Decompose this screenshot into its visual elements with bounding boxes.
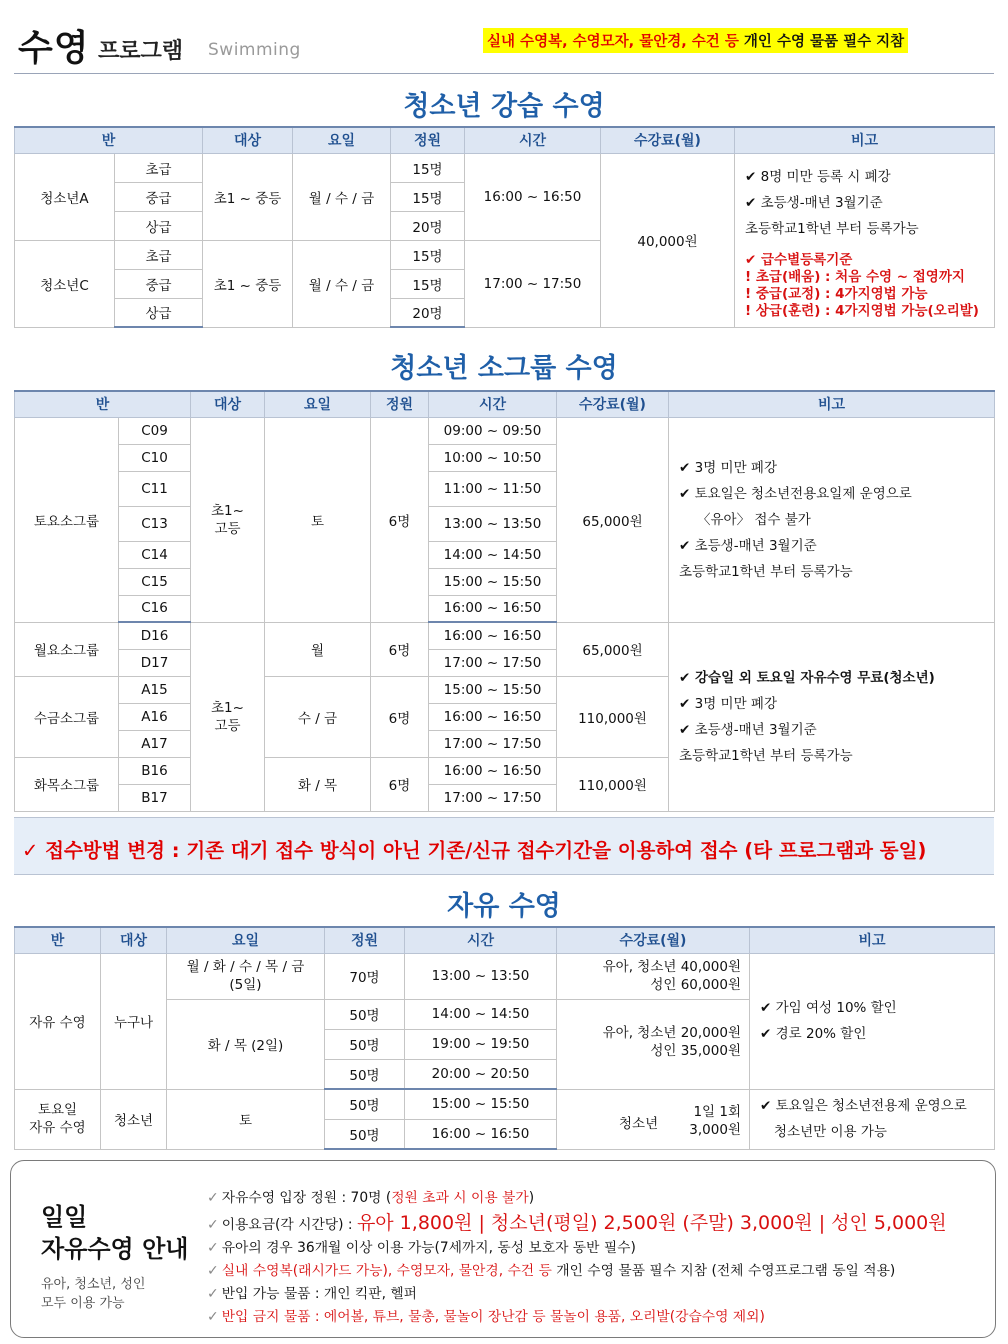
item-text-red: 실내 수영복(래시가드 가능), 수영모자, 물안경, 수건 등	[221, 1263, 552, 1279]
time: 16:00 ~ 16:50	[429, 622, 557, 649]
note-line: 〈유아〉 접수 불가	[697, 511, 811, 528]
capacity: 20명	[391, 211, 465, 240]
column-header: 대상	[191, 391, 265, 417]
fee-label: 청소년	[619, 1115, 659, 1132]
fee: 유아, 청소년 40,000원 성인 60,000원	[557, 953, 750, 999]
free-section-title: 자유 수영	[447, 891, 561, 922]
fee: 유아, 청소년 20,000원 성인 35,000원	[557, 999, 750, 1089]
time: 17:00 ~ 17:50	[429, 730, 557, 757]
column-header: 요일	[167, 927, 325, 953]
class-name: 토요일 자유 수영	[15, 1089, 101, 1149]
item-text-red: 정원 초과 시 이용 불가	[391, 1190, 529, 1206]
days: 화 / 목 (2일)	[167, 999, 325, 1089]
note-line: ✔ 초등생-매년 3월기준	[679, 537, 817, 554]
capacity: 70명	[325, 953, 405, 999]
page-title: 수영	[18, 28, 90, 69]
free-swim-table	[14, 926, 995, 1150]
fee: 65,000원	[557, 622, 669, 676]
time: 15:00 ~ 15:50	[429, 676, 557, 703]
time: 16:00 ~ 16:50	[465, 153, 601, 240]
column-header: 시간	[405, 927, 557, 953]
class-code: B16	[119, 757, 191, 784]
capacity: 6명	[371, 417, 429, 622]
time: 09:00 ~ 09:50	[429, 417, 557, 444]
column-header: 비고	[750, 927, 995, 953]
note-line: ✔ 토요일은 청소년전용제 운영으로	[760, 1098, 967, 1114]
check-icon: ✓	[207, 1217, 219, 1233]
level: 상급	[115, 211, 203, 240]
small-group-table	[14, 390, 995, 812]
target: 청소년	[101, 1089, 167, 1149]
time: 16:00 ~ 16:50	[429, 757, 557, 784]
target: 초1~ 고등	[191, 417, 265, 622]
check-icon: ✓	[207, 1309, 219, 1325]
time: 15:00 ~ 15:50	[405, 1089, 557, 1119]
column-header: 반	[15, 127, 203, 153]
class-code: C10	[119, 444, 191, 471]
target: 초1~ 고등	[191, 622, 265, 811]
item-text: 이용요금(각 시간당) :	[221, 1217, 357, 1233]
fee-value: 1일 1회 3,000원	[689, 1103, 741, 1138]
header-notice-black: 개인 수영 물품 필수 지참	[738, 34, 905, 50]
notes-cell	[750, 1089, 995, 1149]
note-line: ✔ 3명 미만 폐강	[679, 695, 777, 712]
capacity: 20명	[391, 298, 465, 327]
note-line: ✔ 경로 20% 할인	[760, 1026, 867, 1042]
time: 10:00 ~ 10:50	[429, 444, 557, 471]
capacity: 15명	[391, 269, 465, 298]
column-header: 비고	[669, 391, 995, 417]
note-line: 청소년만 이용 가능	[774, 1124, 887, 1140]
daily-info-item	[207, 1283, 993, 1306]
note-line: 초등학교1학년 부터 등록가능	[679, 563, 853, 580]
column-header: 반	[15, 391, 191, 417]
days: 토	[167, 1089, 325, 1149]
capacity: 50명	[325, 999, 405, 1029]
check-icon: ✓	[207, 1286, 219, 1302]
page-header	[14, 14, 994, 74]
target: 초1 ~ 중등	[203, 240, 293, 327]
note-line-red: ! 중급(교정) : 4가지영법 가능	[745, 286, 928, 302]
class-code: C15	[119, 568, 191, 595]
column-header: 대상	[203, 127, 293, 153]
column-header: 수강료(월)	[557, 927, 750, 953]
item-text-red: 유아 1,800원 | 청소년(평일) 2,500원 (주말) 3,000원 | 성인 5,000원	[356, 1212, 947, 1234]
time: 17:00 ~ 17:50	[429, 649, 557, 676]
daily-title-line1: 일일	[41, 1203, 88, 1231]
header-notice	[483, 28, 908, 53]
time: 17:00 ~ 17:50	[465, 240, 601, 327]
class-code: A15	[119, 676, 191, 703]
days: 토	[265, 417, 371, 622]
time: 14:00 ~ 14:50	[429, 541, 557, 568]
level-criteria	[745, 252, 992, 320]
notes-cell	[750, 953, 995, 1089]
fee: 110,000원	[557, 676, 669, 757]
item-text: )	[528, 1190, 535, 1206]
group-name: 토요소그룹	[15, 417, 119, 622]
column-header: 수강료(월)	[601, 127, 735, 153]
note-line: ✔ 토요일은 청소년전용요일제 운영으로	[679, 485, 912, 502]
class-name: 청소년A	[15, 153, 115, 240]
time: 15:00 ~ 15:50	[429, 568, 557, 595]
capacity: 15명	[391, 240, 465, 269]
class-name: 청소년C	[15, 240, 115, 327]
time: 14:00 ~ 14:50	[405, 999, 557, 1029]
column-header: 수강료(월)	[557, 391, 669, 417]
days: 월 / 수 / 금	[293, 153, 391, 240]
time: 20:00 ~ 20:50	[405, 1059, 557, 1089]
fee: 65,000원	[557, 417, 669, 622]
fee	[557, 1089, 750, 1149]
days: 수 / 금	[265, 676, 371, 757]
note-line: ✔ 강습일 외 토요일 자유수영 무료(청소년)	[679, 669, 935, 686]
capacity: 50명	[325, 1089, 405, 1119]
note-line: ✔ 초등생-매년 3월기준	[679, 721, 817, 738]
level: 중급	[115, 182, 203, 211]
column-header: 정원	[371, 391, 429, 417]
capacity: 15명	[391, 153, 465, 182]
registration-change-banner	[14, 817, 994, 875]
page-english-title: Swimming	[208, 40, 301, 60]
column-header: 시간	[429, 391, 557, 417]
daily-subtitle: 유아, 청소년, 성인 모두 이용 가능	[41, 1277, 146, 1311]
item-text-red: 반입 금지 물품 : 에어볼, 튜브, 물총, 물놀이 장난감 등 물놀이 용품, 오리발(강습수영 제외)	[221, 1309, 765, 1325]
level: 상급	[115, 298, 203, 327]
class-code: C09	[119, 417, 191, 444]
level: 중급	[115, 269, 203, 298]
check-icon: ✓	[207, 1190, 219, 1206]
banner-text: ✓ 접수방법 변경 : 기존 대기 접수 방식이 아닌 기존/신규 접수기간을 이용하여 접수 (타 프로그램과 동일)	[22, 839, 927, 862]
note-line: ✔ 8명 미만 등록 시 폐강	[745, 169, 891, 185]
target: 누구나	[101, 953, 167, 1089]
column-header: 반	[15, 927, 101, 953]
daily-info-item	[207, 1260, 993, 1283]
time: 13:00 ~ 13:50	[429, 506, 557, 541]
fee: 40,000원	[601, 153, 735, 327]
level: 초급	[115, 153, 203, 182]
capacity: 50명	[325, 1059, 405, 1089]
fee: 110,000원	[557, 757, 669, 811]
capacity: 50명	[325, 1029, 405, 1059]
column-header: 대상	[101, 927, 167, 953]
class-code: C14	[119, 541, 191, 568]
time: 17:00 ~ 17:50	[429, 784, 557, 811]
header-notice-red: 실내 수영복, 수영모자, 물안경, 수건 등	[487, 34, 739, 50]
note-line: ✔ 3명 미만 폐강	[679, 459, 777, 476]
check-icon: ✓	[207, 1263, 219, 1279]
days: 월 / 화 / 수 / 목 / 금 (5일)	[167, 953, 325, 999]
group-name: 수금소그룹	[15, 676, 119, 757]
daily-info-item	[207, 1306, 993, 1329]
class-code: A17	[119, 730, 191, 757]
days: 화 / 목	[265, 757, 371, 811]
item-text: 자유수영 입장 정원 : 70명 (	[221, 1190, 392, 1206]
class-code: A16	[119, 703, 191, 730]
capacity: 50명	[325, 1119, 405, 1149]
notes-cell	[735, 153, 995, 327]
time: 13:00 ~ 13:50	[405, 953, 557, 999]
class-code: C16	[119, 595, 191, 622]
time: 11:00 ~ 11:50	[429, 471, 557, 506]
note-line-red: ! 초급(배움) : 처음 수영 ~ 접영까지	[745, 269, 965, 285]
note-line-red: ! 상급(훈련) : 4가지영법 가능(오리발)	[745, 303, 979, 319]
level: 초급	[115, 240, 203, 269]
note-line: ✔ 초등생-매년 3월기준	[745, 195, 883, 211]
note-line-red: ✔ 급수별등록기준	[745, 252, 853, 268]
capacity: 6명	[371, 757, 429, 811]
class-code: B17	[119, 784, 191, 811]
column-header: 정원	[325, 927, 405, 953]
daily-title-line2: 자유수영 안내	[41, 1235, 189, 1263]
daily-info-item	[207, 1237, 993, 1260]
days: 월 / 수 / 금	[293, 240, 391, 327]
class-code: D17	[119, 649, 191, 676]
group-name: 화목소그룹	[15, 757, 119, 811]
class-code: D16	[119, 622, 191, 649]
class-name: 자유 수영	[15, 953, 101, 1089]
page-subtitle: 프로그램	[98, 39, 184, 64]
group-name: 월요소그룹	[15, 622, 119, 676]
column-header: 요일	[293, 127, 391, 153]
note-line: 초등학교1학년 부터 등록가능	[745, 221, 919, 237]
note-line: 초등학교1학년 부터 등록가능	[679, 747, 853, 764]
class-code: C11	[119, 471, 191, 506]
check-icon: ✓	[207, 1240, 219, 1256]
daily-title	[41, 1201, 188, 1265]
small-section-title: 청소년 소그룹 수영	[390, 353, 618, 384]
daily-info-item	[207, 1187, 993, 1210]
column-header: 시간	[465, 127, 601, 153]
column-header: 비고	[735, 127, 995, 153]
capacity: 15명	[391, 182, 465, 211]
column-header: 정원	[391, 127, 465, 153]
note-line: ✔ 가임 여성 10% 할인	[760, 1000, 897, 1016]
item-text: 유아의 경우 36개월 이상 이용 가능(7세까지, 동성 보호자 동반 필수)	[221, 1240, 636, 1256]
time: 16:00 ~ 16:50	[429, 703, 557, 730]
capacity: 6명	[371, 622, 429, 676]
time: 19:00 ~ 19:50	[405, 1029, 557, 1059]
column-header: 요일	[265, 391, 371, 417]
item-text: 반입 가능 물품 : 개인 킥판, 헬퍼	[221, 1286, 418, 1302]
daily-free-swim-box	[10, 1160, 996, 1338]
daily-info-list	[207, 1187, 993, 1329]
notes-cell	[669, 622, 995, 811]
days: 월	[265, 622, 371, 676]
lesson-table	[14, 126, 995, 328]
capacity: 6명	[371, 676, 429, 757]
target: 초1 ~ 중등	[203, 153, 293, 240]
class-code: C13	[119, 506, 191, 541]
item-text: 개인 수영 물품 필수 지참 (전체 수영프로그램 동일 적용)	[551, 1263, 896, 1279]
daily-info-item	[207, 1210, 993, 1237]
time: 16:00 ~ 16:50	[405, 1119, 557, 1149]
notes-cell	[669, 417, 995, 622]
lesson-section-title: 청소년 강습 수영	[403, 91, 605, 122]
time: 16:00 ~ 16:50	[429, 595, 557, 622]
